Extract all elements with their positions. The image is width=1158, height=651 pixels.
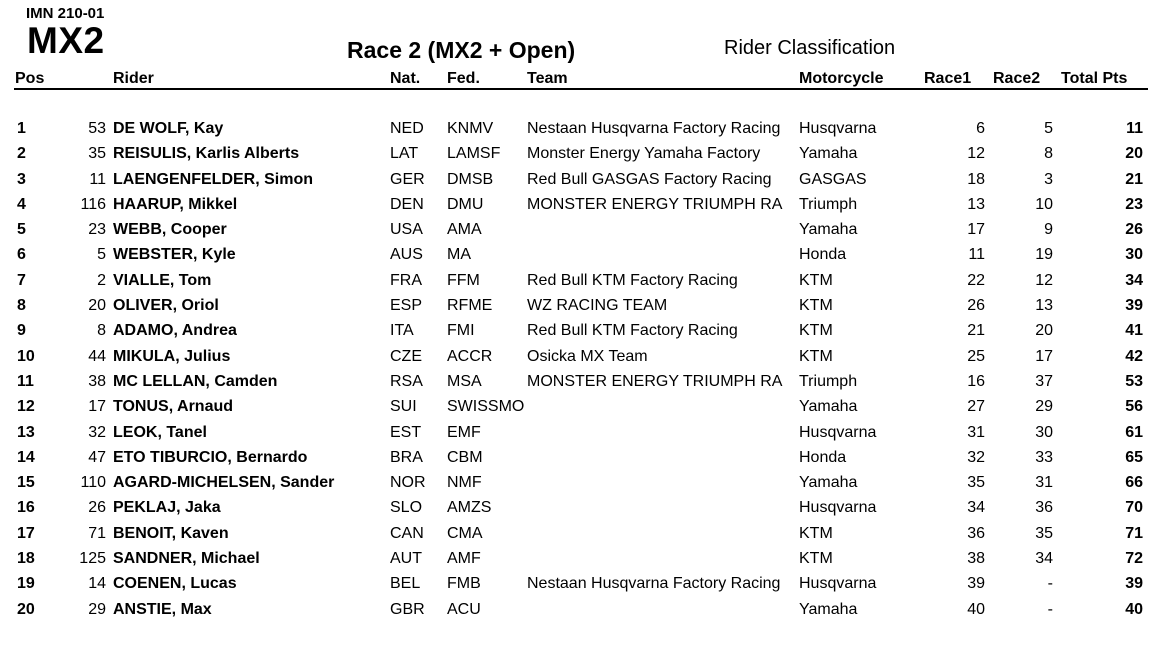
header-fed: Fed. [447,70,480,87]
race2-points: 34 [1035,550,1053,568]
table-row [0,525,1158,550]
rider-number: 32 [88,423,106,441]
total-points: 56 [1125,398,1143,416]
table-row [0,424,1158,449]
total-points: 11 [1126,120,1143,137]
race1-points: 18 [967,170,985,188]
race2-points: 10 [1035,195,1053,213]
federation: MA [447,246,471,264]
rider-number: 47 [88,448,106,466]
team: WZ RACING TEAM [527,297,668,315]
race2-points: - [1047,575,1053,593]
rider-name: REISULIS, Karlis Alberts [113,145,300,163]
motorcycle: Husqvarna [799,575,877,593]
motorcycle: Yamaha [799,600,858,618]
nationality: AUS [390,246,423,264]
nationality: GER [390,170,425,188]
team: Nestaan Husqvarna Factory Racing [527,120,781,137]
nationality: RSA [390,372,423,390]
race2-points: 31 [1035,474,1053,492]
total-points: 40 [1125,600,1143,618]
total-points: 26 [1125,221,1143,239]
team: Red Bull KTM Factory Racing [527,271,738,289]
rider-number: 38 [88,372,106,390]
total-points: 23 [1125,195,1143,213]
nationality: NOR [390,474,426,492]
nationality: ITA [390,322,414,340]
nationality: GBR [390,600,425,618]
header-motorcycle: Motorcycle [799,70,884,87]
total-points: 34 [1125,271,1143,289]
federation: FMI [447,322,475,340]
total-points: 39 [1125,575,1143,593]
rider-name: ETO TIBURCIO, Bernardo [113,448,308,466]
table-row [0,272,1158,297]
nationality: ESP [390,297,423,315]
motorcycle: Honda [799,448,847,466]
nationality: SLO [390,499,423,517]
rider-number: 8 [97,322,106,340]
nationality: USA [390,221,423,239]
race1-points: 38 [967,550,985,568]
motorcycle: Yamaha [799,474,858,492]
category-title: MX2 [27,20,105,61]
rider-name: WEBB, Cooper [113,221,227,239]
rider-name: ANSTIE, Max [113,600,212,618]
pos: 5 [17,221,26,239]
table-row [0,398,1158,423]
pos: 1 [17,120,26,137]
table-row [0,145,1158,170]
rider-name: TONUS, Arnaud [113,398,234,416]
federation: ACU [447,600,481,618]
nationality: BRA [390,448,423,466]
rider-number: 2 [97,271,106,289]
rider-number: 14 [88,575,106,593]
pos: 7 [17,271,26,289]
federation: ACCR [447,347,493,365]
race2-points: 19 [1035,246,1053,264]
table-row [0,171,1158,196]
table-row [0,499,1158,524]
race1-points: 32 [967,448,985,466]
nationality: DEN [390,195,424,213]
rider-number: 35 [88,145,106,163]
table-row [0,246,1158,271]
rider-number: 71 [88,524,106,542]
race2-points: 33 [1035,448,1053,466]
motorcycle: KTM [799,347,833,365]
race1-points: 17 [967,221,985,239]
nationality: CZE [390,347,422,365]
pos: 6 [17,246,26,264]
table-row [0,449,1158,474]
team: Nestaan Husqvarna Factory Racing [527,575,781,593]
pos: 16 [17,499,35,517]
federation: MSA [447,372,482,390]
race-title: Race 2 (MX2 + Open) [347,37,576,63]
federation: AMA [447,221,482,239]
federation: KNMV [447,120,494,137]
motorcycle: Husqvarna [799,499,877,517]
total-points: 71 [1125,524,1143,542]
rider-number: 23 [88,221,106,239]
race1-points: 21 [967,322,985,340]
pos: 19 [17,575,35,593]
pos: 12 [17,398,35,416]
rider-name: OLIVER, Oriol [113,297,219,315]
pos: 4 [17,195,26,213]
table-row [0,550,1158,575]
nationality: BEL [390,575,421,593]
motorcycle: Triumph [799,372,858,390]
team: MONSTER ENERGY TRIUMPH RA [527,372,783,390]
header-team: Team [527,70,568,87]
nationality: FRA [390,271,422,289]
rider-name: AGARD-MICHELSEN, Sander [113,474,335,492]
rider-name: DE WOLF, Kay [113,120,224,137]
rider-number: 29 [88,600,106,618]
motorcycle: Triumph [799,195,858,213]
motorcycle: KTM [799,322,833,340]
table-header [14,70,1148,90]
rider-number: 26 [88,499,106,517]
table-row [0,373,1158,398]
federation: CMA [447,524,483,542]
table-row [0,601,1158,626]
rider-name: COENEN, Lucas [113,575,237,593]
motorcycle: Honda [799,246,847,264]
table-row [0,297,1158,322]
federation: EMF [447,423,481,441]
rider-number: 5 [97,246,106,264]
nationality: CAN [390,524,424,542]
motorcycle: KTM [799,524,833,542]
team: Red Bull KTM Factory Racing [527,322,738,340]
federation: DMSB [447,170,494,188]
classification-title: Rider Classification [724,37,896,59]
motorcycle: Yamaha [799,221,858,239]
team: Osicka MX Team [527,347,648,365]
pos: 8 [17,297,26,315]
race2-points: 35 [1035,524,1053,542]
motorcycle: Yamaha [799,145,858,163]
race1-points: 34 [967,499,985,517]
table-row [0,575,1158,600]
rider-name: LAENGENFELDER, Simon [113,170,314,188]
race1-points: 31 [967,423,985,441]
pos: 2 [17,145,26,163]
motorcycle: KTM [799,271,833,289]
motorcycle: KTM [799,297,833,315]
nationality: NED [390,120,424,137]
pos: 13 [17,423,35,441]
pos: 18 [17,550,35,568]
header-race1: Race1 [924,70,972,87]
race2-points: 20 [1035,322,1053,340]
header-nat: Nat. [390,70,421,87]
federation: NMF [447,474,482,492]
total-points: 21 [1125,170,1143,188]
federation: RFME [447,297,493,315]
race2-points: 3 [1044,170,1053,188]
table-row [0,120,1158,145]
nationality: AUT [390,550,422,568]
race1-points: 25 [967,347,985,365]
race1-points: 6 [976,120,985,137]
race1-points: 39 [967,575,985,593]
header-pos: Pos [15,70,45,87]
race1-points: 22 [967,271,985,289]
motorcycle: GASGAS [799,170,867,188]
rider-number: 44 [88,347,106,365]
rider-number: 125 [79,550,106,568]
federation: AMZS [447,499,492,517]
race2-points: 8 [1044,145,1053,163]
rider-name: BENOIT, Kaven [113,524,229,542]
race1-points: 27 [967,398,985,416]
race2-points: - [1047,600,1053,618]
total-points: 72 [1125,550,1143,568]
race1-points: 35 [967,474,985,492]
motorcycle: Yamaha [799,398,858,416]
rider-name: ADAMO, Andrea [113,322,237,340]
total-points: 39 [1125,297,1143,315]
race2-points: 17 [1035,347,1053,365]
race2-points: 36 [1035,499,1053,517]
rider-number: 11 [89,170,106,188]
race2-points: 13 [1035,297,1053,315]
rider-name: VIALLE, Tom [113,271,212,289]
motorcycle: KTM [799,550,833,568]
rider-name: MC LELLAN, Camden [113,372,278,390]
federation: LAMSF [447,145,501,163]
rider-name: HAARUP, Mikkel [113,195,238,213]
race2-points: 37 [1035,372,1053,390]
pos: 9 [17,322,26,340]
race1-points: 13 [967,195,985,213]
race2-points: 12 [1035,271,1053,289]
pos: 20 [17,600,35,618]
pos: 3 [17,170,26,188]
rider-name: MIKULA, Julius [113,347,231,365]
race2-points: 9 [1044,221,1053,239]
race1-points: 40 [967,600,985,618]
rider-number: 116 [80,195,106,213]
team: Red Bull GASGAS Factory Racing [527,170,772,188]
rider-name: SANDNER, Michael [113,550,260,568]
table-row [0,221,1158,246]
race1-points: 12 [967,145,985,163]
race1-points: 36 [967,524,985,542]
rider-name: WEBSTER, Kyle [113,246,236,264]
federation: CBM [447,448,483,466]
table-row [0,322,1158,347]
rider-number: 53 [88,120,106,137]
race1-points: 16 [967,372,985,390]
team: MONSTER ENERGY TRIUMPH RA [527,195,783,213]
race2-points: 30 [1035,423,1053,441]
federation: AMF [447,550,481,568]
total-points: 65 [1125,448,1143,466]
federation: FFM [447,271,480,289]
total-points: 53 [1125,372,1143,390]
total-points: 66 [1125,474,1143,492]
header-race2: Race2 [993,70,1041,87]
rider-name: PEKLAJ, Jaka [113,499,221,517]
pos: 11 [17,372,34,390]
motorcycle: Husqvarna [799,120,877,137]
federation: SWISSMO [447,398,525,416]
race1-points: 26 [967,297,985,315]
header-total: Total Pts [1061,70,1128,87]
race2-points: 5 [1044,120,1053,137]
total-points: 20 [1125,145,1143,163]
total-points: 61 [1125,423,1143,441]
nationality: LAT [390,145,419,163]
team: Monster Energy Yamaha Factory [527,145,761,163]
motorcycle: Husqvarna [799,423,877,441]
rider-number: 20 [88,297,106,315]
table-row [0,348,1158,373]
total-points: 30 [1125,246,1143,264]
nationality: EST [390,423,422,441]
header-rider: Rider [113,70,154,87]
document-code: IMN 210-01 [26,5,105,22]
total-points: 41 [1125,322,1143,340]
rider-number: 17 [88,398,106,416]
pos: 17 [17,524,35,542]
race2-points: 29 [1035,398,1053,416]
federation: DMU [447,195,484,213]
total-points: 42 [1125,347,1143,365]
total-points: 70 [1125,499,1143,517]
rider-name: LEOK, Tanel [113,423,207,441]
pos: 10 [17,347,35,365]
classification-table [0,120,1158,626]
federation: FMB [447,575,481,593]
race1-points: 11 [968,246,985,264]
rider-number: 110 [80,474,106,492]
pos: 14 [17,448,35,466]
pos: 15 [17,474,35,492]
table-row [0,474,1158,499]
nationality: SUI [390,398,417,416]
table-row [0,196,1158,221]
